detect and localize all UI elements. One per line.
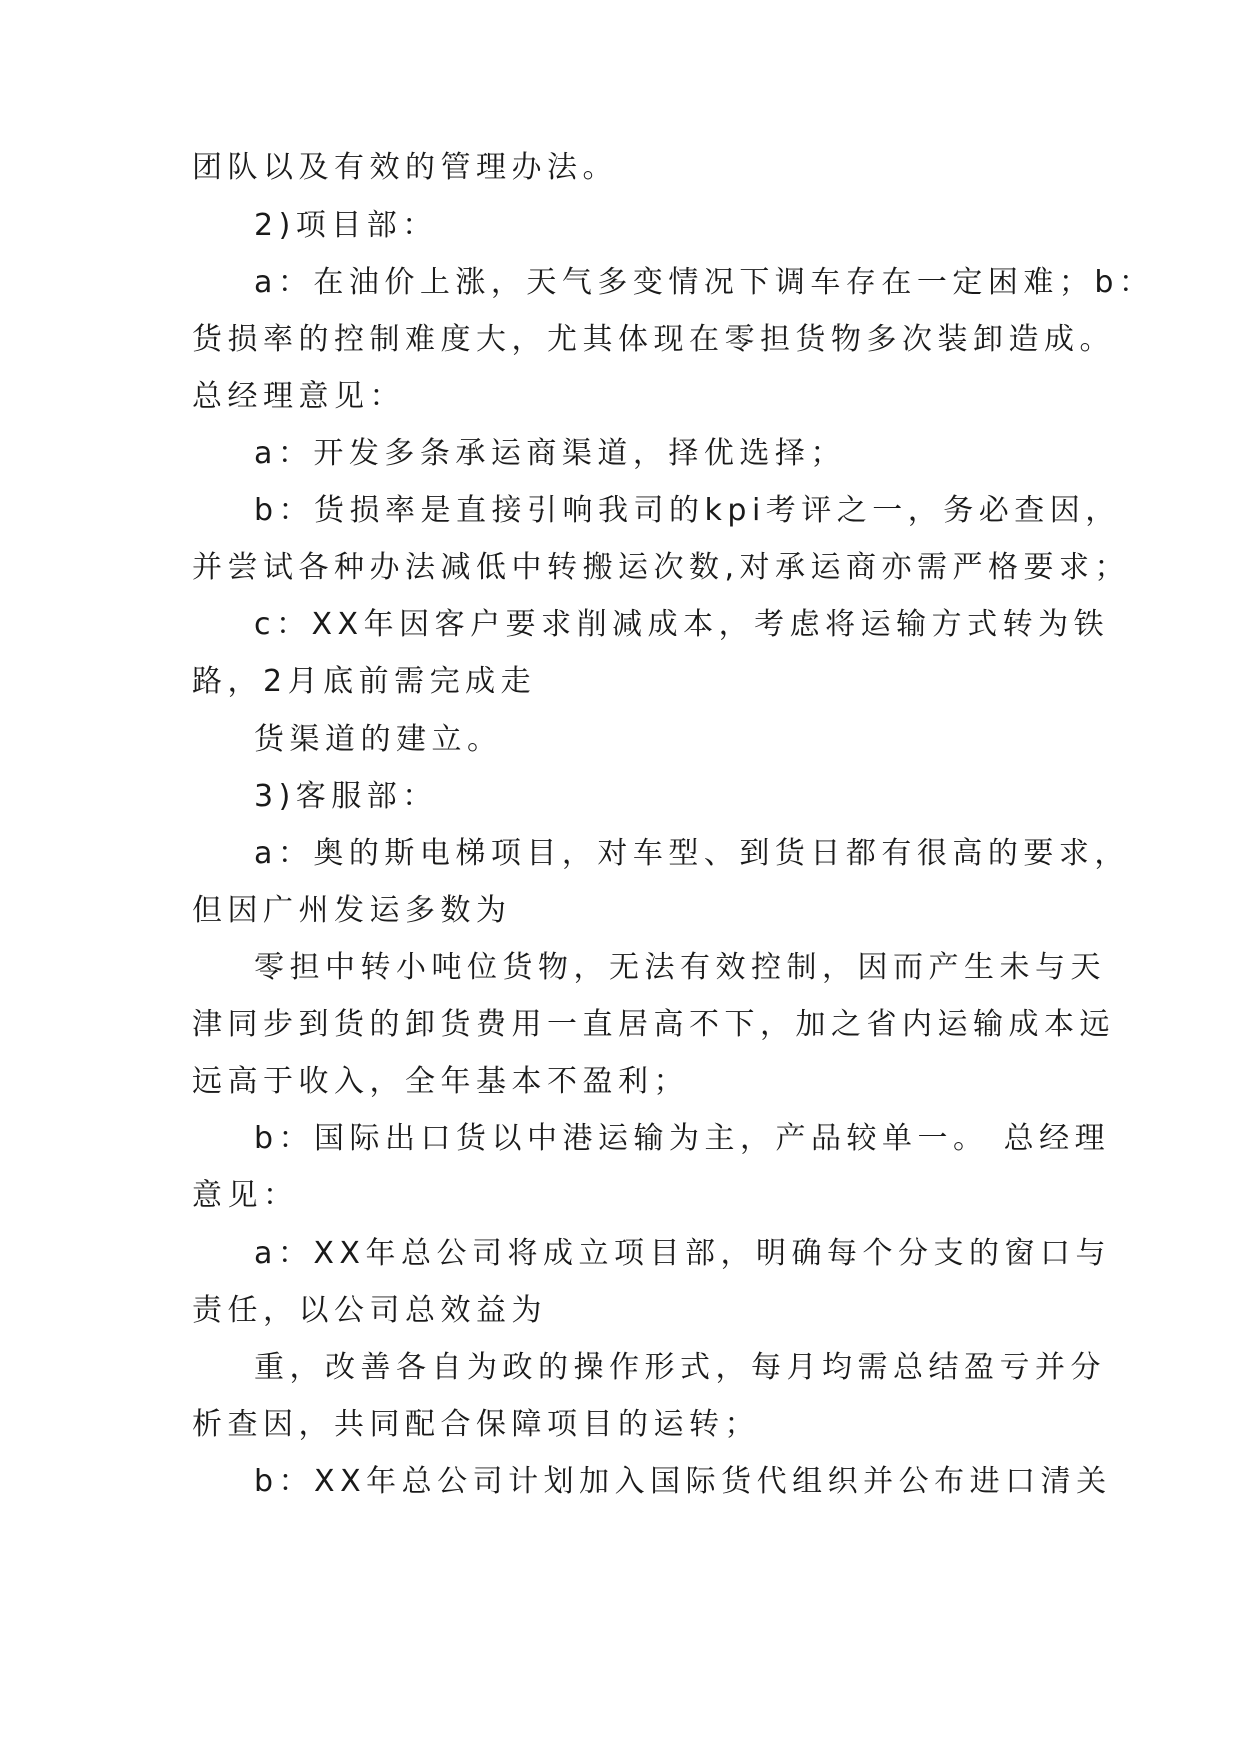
text-line: 并尝试各种办法减低中转搬运次数,对承运商亦需严格要求； [192,550,1131,585]
section-heading: 3)客服部： [254,779,438,814]
text-line: 零担中转小吨位货物，无法有效控制，因而产生未与天 [254,950,1106,985]
text-line: 路，2月底前需完成走 [192,664,537,699]
text-line: 货损率的控制难度大，尤其体现在零担货物多次装卸造成。 [192,322,1115,357]
text-line: c：XX年因客户要求削减成本，考虑将运输方式转为铁 [254,607,1110,642]
text-line: 意见： [192,1178,299,1213]
text-line: a：在油价上涨，天气多变情况下调车存在一定困难；b： [254,265,1155,300]
text-line: a：XX年总公司将成立项目部，明确每个分支的窗口与 [254,1236,1111,1271]
text-line: 津同步到货的卸货费用一直居高不下，加之省内运输成本远 [192,1007,1115,1042]
text-line: b：XX年总公司计划加入国际货代组织并公布进口清关 [254,1464,1112,1499]
text-line: 但因广州发运多数为 [192,893,512,928]
text-line: 责任，以公司总效益为 [192,1293,547,1328]
text-line: b：货损率是直接引响我司的kpi考评之一，务必查因， [254,493,1121,528]
text-line: 远高于收入，全年基本不盈利； [192,1064,689,1099]
section-heading: 2)项目部： [254,208,438,243]
text-line: a：开发多条承运商渠道，择优选择； [254,436,846,471]
text-line: b：国际出口货以中港运输为主，产品较单一。 总经理 [254,1121,1111,1156]
text-line: 析查因，共同配合保障项目的运转； [192,1407,760,1442]
text-line: 货渠道的建立。 [254,722,503,757]
text-line: 重，改善各自为政的操作形式，每月均需总结盈亏并分 [254,1350,1106,1385]
text-line: 团队以及有效的管理办法。 [192,150,618,185]
text-line: 总经理意见： [192,379,405,414]
text-line: a：奥的斯电梯项目，对车型、到货日都有很高的要求， [254,836,1130,871]
